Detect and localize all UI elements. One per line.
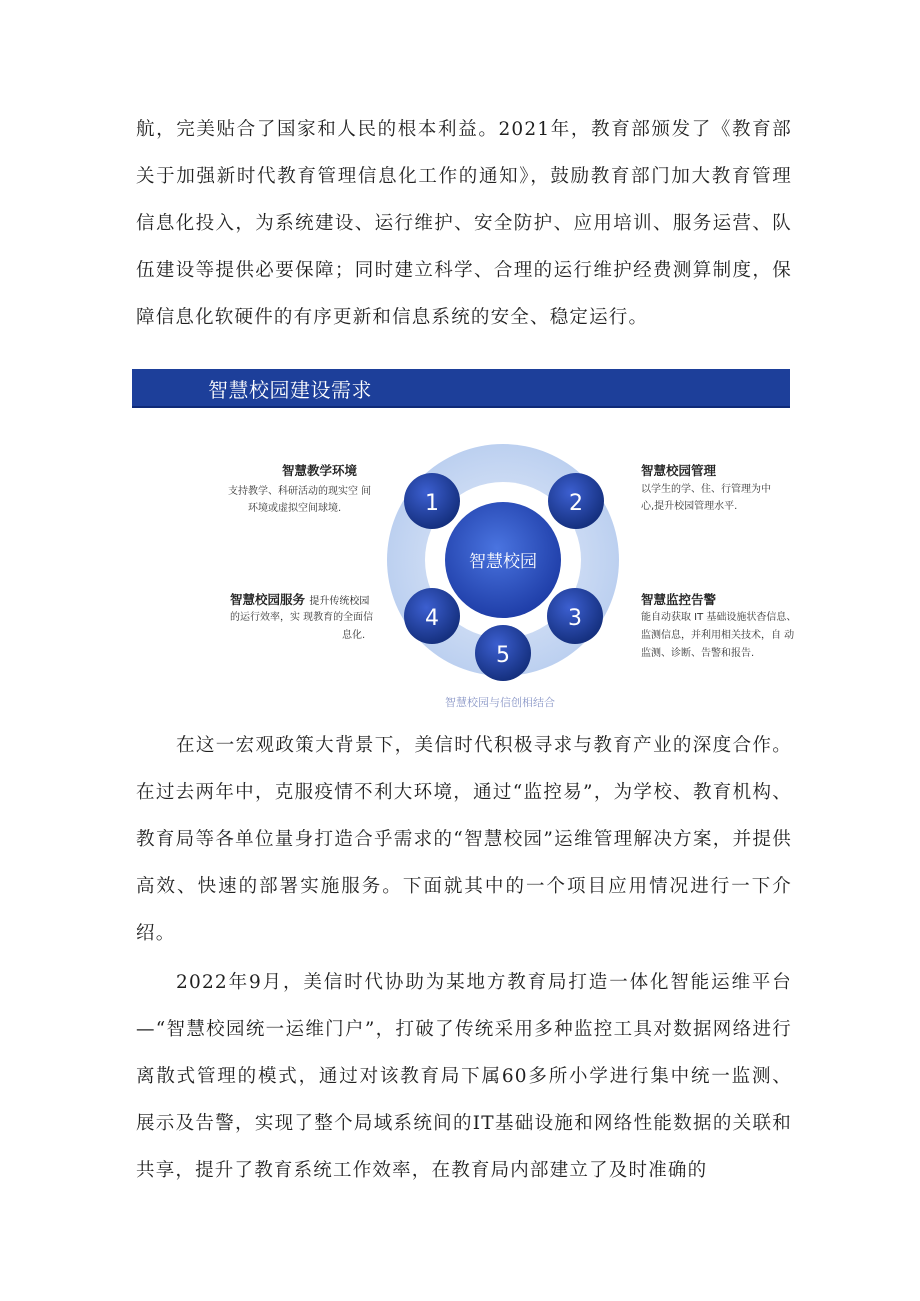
node-4-title-suffix: 提升传统校园 xyxy=(309,596,370,607)
node-3-title: 智慧监控告警 xyxy=(641,592,717,607)
center-label: 智慧校园 xyxy=(469,552,537,572)
node-2-desc-line1: 以学生的学、住、行管理为中 xyxy=(641,484,771,495)
node-2-number: 2 xyxy=(569,491,583,516)
node-5-number: 5 xyxy=(496,643,510,668)
paragraph-project: 2022年9月，美信时代协助为某地方教育局打造一体化智能运维平台—“智慧校园统一运维门户”，打破了传统采用多种监控工具对数据网络进行离散式管理的模式，通过对该教育局下属60多所小学进行集中统一监测、展示及告警，实现了整个局域系统间的IT基础设施和网络性能数据的关联和共享，提升了教育系统工作效率，在教育局内部建立了及时准确的 xyxy=(136,972,792,1181)
node-3-desc-line1: 能自动获取 IT 基础设施状杳信息、 xyxy=(641,612,797,623)
node-3-desc-line3: 监测、诊断、告警和报告. xyxy=(641,648,755,659)
node-1-number: 1 xyxy=(425,491,439,516)
node-3-number: 3 xyxy=(568,606,582,631)
node-4-desc-line2: 息化. xyxy=(342,630,366,641)
node-4-title-main: 智慧校园服务 xyxy=(230,592,306,607)
node-3-desc-line2: 监测信息，并利用相关技术，自 动 xyxy=(641,630,795,641)
diagram-caption: 智慧校园与信创相结合 xyxy=(445,696,555,709)
node-4-desc-line1: 的运行效率，实 现教育的全面信 xyxy=(230,612,374,623)
node-2-desc-line2: 心,提升校园管理水平. xyxy=(641,501,738,512)
paragraph-policy: 航，完美贴合了国家和人民的根本利益。2021年，教育部颁发了《教育部关于加强新时代教育管理信息化工作的通知》，鼓励教育部门加大教育管理信息化投入，为系统建设、运行维护、安全防护、应用培训、服务运营、队伍建设等提供必要保障；同时建立科学、合理的运行维护经费测算制度，保障信息化软硬件的有序更新和信息系统的安全、稳定运行。 xyxy=(136,119,792,328)
node-1-desc-line2: 环境或虚拟空间球境. xyxy=(248,503,342,514)
node-1-desc-line1: 支持教学、科研活动的现实空 间 xyxy=(228,486,372,497)
node-2-title: 智慧校园管理 xyxy=(641,463,717,478)
node-4-title xyxy=(230,590,369,608)
node-1-title: 智慧教学环境 xyxy=(282,463,358,478)
paragraph-cooperation: 在这一宏观政策大背景下，美信时代积极寻求与教育产业的深度合作。在过去两年中，克服疫情不利大环境，通过“监控易”，为学校、教育机构、教育局等各单位量身打造合乎需求的“智慧校园”运维管理解决方案，并提供高效、快速的部署实施服务。下面就其中的一个项目应用情况进行一下介绍。 xyxy=(136,735,792,944)
node-4-number: 4 xyxy=(425,606,439,631)
section-title: 智慧校园建设需求 xyxy=(208,378,372,402)
